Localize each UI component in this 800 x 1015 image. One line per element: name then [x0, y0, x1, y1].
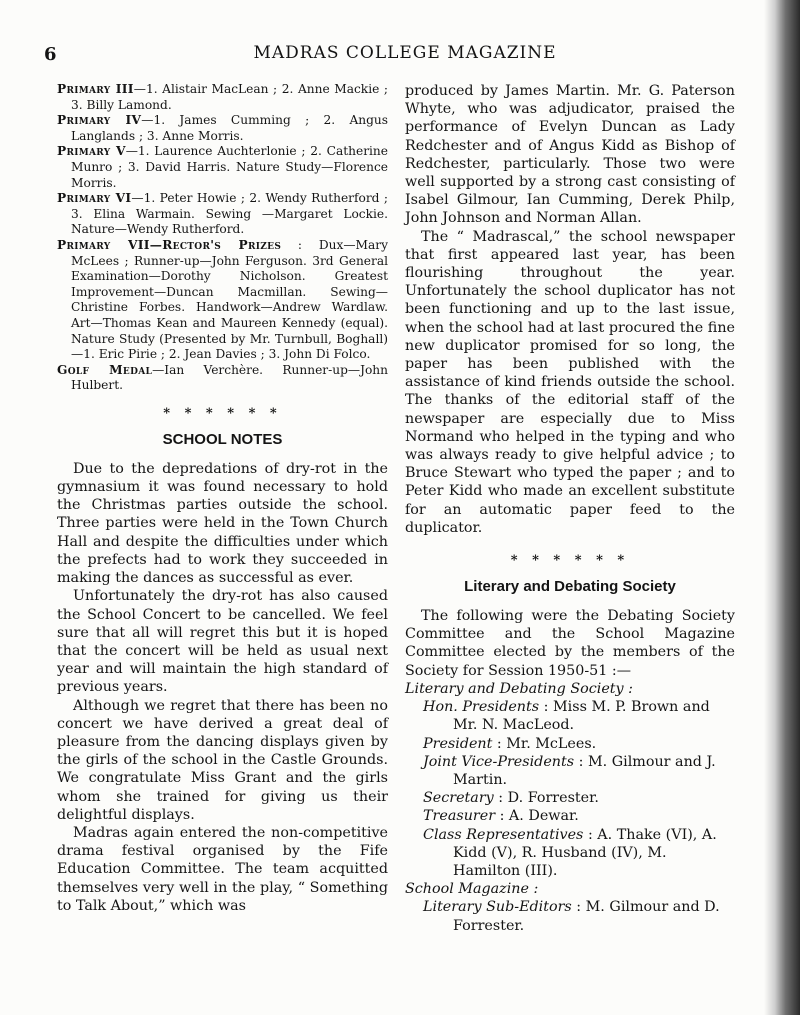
- prize-label: Primary VI: [57, 191, 132, 206]
- prize-entry: [57, 82, 388, 113]
- committee-role: [405, 898, 735, 934]
- role-title: Secretary: [423, 790, 494, 807]
- prize-entry: [57, 113, 388, 144]
- right-column: [405, 82, 735, 935]
- prize-text: —1. James Cumming ; 2. Angus Langlands ; 3. Anne Morris.: [71, 113, 388, 143]
- prize-label: Primary VII—Rector's Prizes: [57, 237, 282, 252]
- prize-text: : Dux—Mary McLees ; Runner-up—John Ferguson. 3rd General Examination—Dorothy Nicholson. Greatest Improvement—Duncan Macmillan. Sewing—Christine Forbes. Handwork—Andrew Wardlaw. Art—Thomas Kean and Maureen Kennedy (equal). Nature Study (Presented by Mr. Turnbull, Boghall)—1. Eric Pirie ; 2. Jean Davies ; 3. John Di Folco.: [71, 237, 388, 362]
- prize-entry: [57, 191, 388, 238]
- prize-label: Primary V: [57, 144, 126, 159]
- role-names: : A. Thake (VI), A. Kidd (V), R. Husband (IV), M. Hamilton (III).: [453, 826, 717, 879]
- role-title: Hon. Presidents: [423, 699, 540, 716]
- committee-role: [405, 789, 735, 807]
- prize-label: Golf Medal: [57, 362, 153, 377]
- committee-title: School Magazine :: [405, 881, 539, 898]
- prize-entry: [57, 144, 388, 191]
- section-separator: * * * * * *: [510, 553, 630, 569]
- prize-entry: [57, 238, 388, 363]
- committee-role: [405, 698, 735, 734]
- role-title: Joint Vice-Presidents: [423, 753, 575, 770]
- prize-label: Primary IV: [57, 113, 142, 128]
- school-notes-paragraph: Unfortunately the dry-rot has also caused the School Concert to be cancelled. We feel sure that all will regret this but it is hoped that the concert will be held as usual next year and will maintain the high standard of previous years.: [57, 588, 388, 696]
- role-names: : M. Gilmour and J. Martin.: [453, 753, 716, 788]
- committee-role: [405, 826, 735, 881]
- prize-label: Primary III: [57, 82, 134, 96]
- prize-text: —1. Alistair MacLean ; 2. Anne Mackie ; 3. Billy Lamond.: [71, 82, 388, 112]
- role-title: President: [423, 735, 493, 752]
- school-notes-heading: SCHOOL NOTES: [162, 430, 283, 448]
- page-number: 6: [44, 44, 57, 65]
- prize-text: —Ian Verchère. Runner-up—John Hulbert.: [71, 362, 388, 393]
- prize-list: [57, 82, 388, 394]
- committee-title: Literary and Debating Society :: [405, 680, 633, 697]
- role-names: : D. Forrester.: [493, 790, 599, 807]
- book-spine-shadow: [764, 0, 800, 1015]
- role-names: : Mr. McLees.: [492, 735, 597, 752]
- prize-text: —1. Laurence Auchterlonie ; 2. Catherine Munro ; 3. David Harris. Nature Study—Florence Morris.: [71, 144, 388, 190]
- role-title: Literary Sub-Editors: [423, 899, 572, 916]
- prize-text: —1. Peter Howie ; 2. Wendy Rutherford ; 3. Elina Warmain. Sewing —Margaret Lockie. Nature—Wendy Rutherford.: [71, 191, 389, 237]
- running-head: MADRAS COLLEGE MAGAZINE: [253, 43, 557, 63]
- committee-role: [405, 735, 735, 753]
- school-notes-paragraph: The “ Madrascal,” the school newspaper that first appeared last year, has been flourishing throughout the year. Unfortunately the school duplicator has not been functioning and up to the last issue, when the school had at last procured the fine new duplicator promised for so long, the paper has been published with the assistance of kind friends outside the school. The thanks of the editorial staff of the newspaper are especially due to Miss Normand who helped in the typing and who was always ready to give helpful advice ; to Bruce Stewart who typed the paper ; and to Peter Kidd who made an excellent substitute for an automatic paper feed to the duplicator.: [405, 228, 735, 536]
- role-title: Treasurer: [423, 808, 496, 825]
- prize-entry: [57, 363, 388, 394]
- literary-intro: The following were the Debating Society Committee and the School Magazine Committee elected by the members of the Society for Session 1950-51 :—: [405, 608, 735, 679]
- section-separator: * * * * * *: [163, 405, 282, 421]
- school-notes-paragraph: Due to the depredations of dry-rot in the gymnasium it was found necessary to hold the Christmas parties outside the school. Three parties were held in the Town Church Hall and despite the difficulties under which the prefects had to work they succeeded in making the dances as successful as ever.: [57, 460, 388, 587]
- school-notes-paragraph: produced by James Martin. Mr. G. Paterson Whyte, who was adjudicator, praised the performance of Evelyn Duncan as Lady Redchester and of Angus Kidd as Bishop of Redchester, particularly. Those two were well supported by a strong cast consisting of Isabel Gilmour, Ian Cumming, Derek Philp, John Johnson and Norman Allan.: [405, 83, 735, 227]
- left-column: [57, 82, 388, 915]
- role-title: Class Representatives: [423, 826, 584, 843]
- school-notes-paragraph: Although we regret that there has been no concert we have derived a great deal of pleasure from the dancing displays given by the girls of the school in the Castle Grounds. We congratulate Miss Grant and the girls whom she trained for giving us their delightful displays.: [57, 697, 388, 823]
- role-names: : A. Dewar.: [495, 808, 579, 825]
- committee-role: [405, 753, 735, 789]
- role-names: : Miss M. P. Brown and Mr. N. MacLeod.: [453, 699, 710, 734]
- role-names: : M. Gilmour and D. Forrester.: [453, 899, 720, 934]
- literary-heading: Literary and Debating Society: [464, 578, 676, 596]
- school-notes-paragraph: Madras again entered the non-competitive drama festival organised by the Fife Education Committee. The team acquitted themselves very well in the play, “ Something to Talk About,” which was: [57, 824, 388, 914]
- committee-role: [405, 807, 735, 825]
